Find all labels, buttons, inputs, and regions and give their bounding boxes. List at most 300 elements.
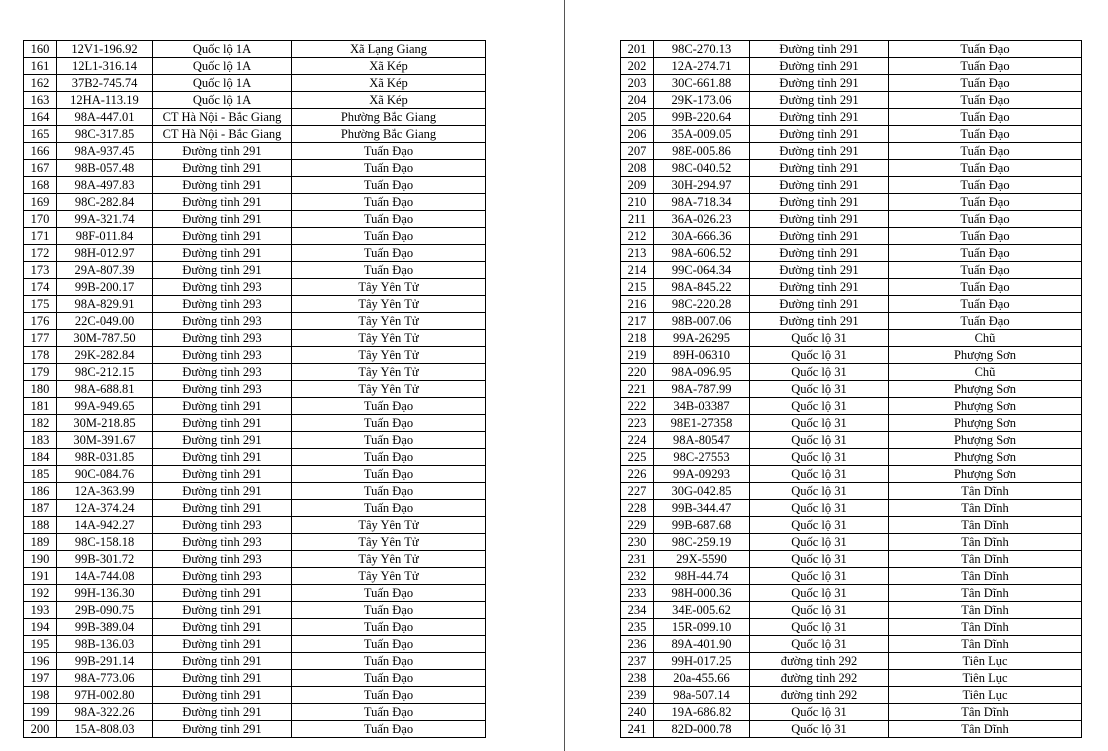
license-plate-cell: 19A-686.82 xyxy=(654,704,750,721)
location-cell: Tuấn Đạo xyxy=(292,653,486,670)
license-plate-cell: 99A-949.65 xyxy=(57,398,153,415)
row-number-cell: 178 xyxy=(24,347,57,364)
row-number-cell: 203 xyxy=(621,75,654,92)
location-cell: Tuấn Đạo xyxy=(292,670,486,687)
location-cell: Tây Yên Tử xyxy=(292,517,486,534)
location-cell: Tuấn Đạo xyxy=(292,619,486,636)
road-cell: Đường tỉnh 291 xyxy=(153,602,292,619)
location-cell: Tuấn Đạo xyxy=(889,279,1082,296)
table-row xyxy=(24,211,486,228)
row-number-cell: 215 xyxy=(621,279,654,296)
road-cell: Quốc lộ 1A xyxy=(153,41,292,58)
license-plate-cell: 12A-274.71 xyxy=(654,58,750,75)
road-cell: Quốc lộ 31 xyxy=(750,636,889,653)
road-cell: Đường tỉnh 291 xyxy=(750,160,889,177)
road-cell: đường tỉnh 292 xyxy=(750,653,889,670)
table-row xyxy=(24,653,486,670)
license-plate-cell: 29K-173.06 xyxy=(654,92,750,109)
row-number-cell: 204 xyxy=(621,92,654,109)
row-number-cell: 206 xyxy=(621,126,654,143)
table-row xyxy=(621,704,1082,721)
table-row xyxy=(24,381,486,398)
location-cell: Tân Dĩnh xyxy=(889,636,1082,653)
license-plate-cell: 98A-447.01 xyxy=(57,109,153,126)
road-cell: CT Hà Nội - Bắc Giang xyxy=(153,109,292,126)
row-number-cell: 214 xyxy=(621,262,654,279)
location-cell: Tây Yên Tử xyxy=(292,364,486,381)
table-row xyxy=(621,721,1082,738)
location-cell: Tây Yên Tử xyxy=(292,381,486,398)
license-plate-cell: 30C-661.88 xyxy=(654,75,750,92)
location-cell: Phượng Sơn xyxy=(889,381,1082,398)
location-cell: Tân Dĩnh xyxy=(889,551,1082,568)
license-plate-cell: 99B-220.64 xyxy=(654,109,750,126)
license-plate-cell: 99B-687.68 xyxy=(654,517,750,534)
road-cell: Quốc lộ 1A xyxy=(153,92,292,109)
table-row xyxy=(24,228,486,245)
table-row xyxy=(24,619,486,636)
row-number-cell: 187 xyxy=(24,500,57,517)
row-number-cell: 167 xyxy=(24,160,57,177)
table-row xyxy=(24,704,486,721)
road-cell: Quốc lộ 31 xyxy=(750,585,889,602)
row-number-cell: 239 xyxy=(621,687,654,704)
row-number-cell: 188 xyxy=(24,517,57,534)
location-cell: Tuấn Đạo xyxy=(292,500,486,517)
location-cell: Tuấn Đạo xyxy=(889,228,1082,245)
location-cell: Tuấn Đạo xyxy=(292,483,486,500)
road-cell: Đường tỉnh 291 xyxy=(153,211,292,228)
license-plate-cell: 99B-301.72 xyxy=(57,551,153,568)
location-cell: Tuấn Đạo xyxy=(889,143,1082,160)
table-row xyxy=(24,585,486,602)
table-row xyxy=(621,619,1082,636)
road-cell: Đường tỉnh 291 xyxy=(750,228,889,245)
location-cell: Tuấn Đạo xyxy=(889,313,1082,330)
table-row xyxy=(24,432,486,449)
license-plate-cell: 98A-773.06 xyxy=(57,670,153,687)
table-row xyxy=(24,636,486,653)
location-cell: Tây Yên Tử xyxy=(292,279,486,296)
license-plate-cell: 98A-718.34 xyxy=(654,194,750,211)
road-cell: Đường tỉnh 291 xyxy=(153,670,292,687)
license-plate-cell: 98C-270.13 xyxy=(654,41,750,58)
license-plate-cell: 29A-807.39 xyxy=(57,262,153,279)
location-cell: Phượng Sơn xyxy=(889,466,1082,483)
license-plate-cell: 98R-031.85 xyxy=(57,449,153,466)
road-cell: Đường tỉnh 291 xyxy=(750,177,889,194)
road-cell: Đường tỉnh 291 xyxy=(750,109,889,126)
table-row xyxy=(24,670,486,687)
table-row xyxy=(621,160,1082,177)
row-number-cell: 177 xyxy=(24,330,57,347)
table-row xyxy=(24,58,486,75)
license-plate-cell: 98A-096.95 xyxy=(654,364,750,381)
license-plate-cell: 98C-317.85 xyxy=(57,126,153,143)
license-plate-cell: 90C-084.76 xyxy=(57,466,153,483)
row-number-cell: 229 xyxy=(621,517,654,534)
road-cell: Đường tỉnh 293 xyxy=(153,534,292,551)
table-row xyxy=(621,551,1082,568)
table-row xyxy=(24,415,486,432)
road-cell: Đường tỉnh 291 xyxy=(153,500,292,517)
license-plate-cell: 99H-017.25 xyxy=(654,653,750,670)
table-row xyxy=(24,551,486,568)
row-number-cell: 226 xyxy=(621,466,654,483)
table-row xyxy=(24,194,486,211)
table-row xyxy=(24,568,486,585)
row-number-cell: 161 xyxy=(24,58,57,75)
row-number-cell: 216 xyxy=(621,296,654,313)
table-row xyxy=(621,466,1082,483)
table-row xyxy=(621,92,1082,109)
license-plate-cell: 98A-845.22 xyxy=(654,279,750,296)
table-row xyxy=(24,500,486,517)
license-plate-cell: 35A-009.05 xyxy=(654,126,750,143)
location-cell: Tiên Lục xyxy=(889,670,1082,687)
row-number-cell: 163 xyxy=(24,92,57,109)
road-cell: Quốc lộ 31 xyxy=(750,364,889,381)
road-cell: Quốc lộ 31 xyxy=(750,449,889,466)
road-cell: Quốc lộ 31 xyxy=(750,721,889,738)
row-number-cell: 175 xyxy=(24,296,57,313)
table-row xyxy=(621,313,1082,330)
row-number-cell: 170 xyxy=(24,211,57,228)
license-plate-cell: 30G-042.85 xyxy=(654,483,750,500)
license-plate-cell: 98B-007.06 xyxy=(654,313,750,330)
table-row xyxy=(24,534,486,551)
road-cell: Đường tỉnh 291 xyxy=(153,483,292,500)
table-row xyxy=(24,245,486,262)
table-row xyxy=(24,313,486,330)
license-plate-cell: 20a-455.66 xyxy=(654,670,750,687)
license-plate-cell: 34B-03387 xyxy=(654,398,750,415)
road-cell: CT Hà Nội - Bắc Giang xyxy=(153,126,292,143)
location-cell: Tây Yên Tử xyxy=(292,313,486,330)
location-cell: Tuấn Đạo xyxy=(889,109,1082,126)
road-cell: Đường tỉnh 291 xyxy=(153,228,292,245)
row-number-cell: 172 xyxy=(24,245,57,262)
location-cell: Tuấn Đạo xyxy=(292,228,486,245)
road-cell: Đường tỉnh 291 xyxy=(750,296,889,313)
row-number-cell: 241 xyxy=(621,721,654,738)
row-number-cell: 218 xyxy=(621,330,654,347)
location-cell: Tuấn Đạo xyxy=(889,211,1082,228)
row-number-cell: 212 xyxy=(621,228,654,245)
road-cell: Quốc lộ 31 xyxy=(750,398,889,415)
license-plate-cell: 99B-389.04 xyxy=(57,619,153,636)
road-cell: Quốc lộ 31 xyxy=(750,381,889,398)
road-cell: Quốc lộ 1A xyxy=(153,58,292,75)
road-cell: Đường tỉnh 291 xyxy=(153,585,292,602)
location-cell: Tuấn Đạo xyxy=(292,143,486,160)
table-row xyxy=(621,653,1082,670)
license-plate-cell: 98A-787.99 xyxy=(654,381,750,398)
road-cell: Quốc lộ 1A xyxy=(153,75,292,92)
location-cell: Tuấn Đạo xyxy=(889,126,1082,143)
road-cell: Quốc lộ 31 xyxy=(750,551,889,568)
row-number-cell: 182 xyxy=(24,415,57,432)
location-cell: Tuấn Đạo xyxy=(889,41,1082,58)
table-row xyxy=(621,211,1082,228)
row-number-cell: 235 xyxy=(621,619,654,636)
location-cell: Tuấn Đạo xyxy=(292,704,486,721)
table-row xyxy=(24,721,486,738)
table-row xyxy=(24,296,486,313)
location-cell: Tân Dĩnh xyxy=(889,602,1082,619)
road-cell: Đường tỉnh 293 xyxy=(153,517,292,534)
license-plate-cell: 98A-937.45 xyxy=(57,143,153,160)
license-plate-cell: 98F-011.84 xyxy=(57,228,153,245)
row-number-cell: 201 xyxy=(621,41,654,58)
road-cell: Đường tỉnh 293 xyxy=(153,568,292,585)
road-cell: Đường tỉnh 293 xyxy=(153,313,292,330)
table-row xyxy=(621,364,1082,381)
table-row xyxy=(621,449,1082,466)
road-cell: đường tỉnh 292 xyxy=(750,670,889,687)
row-number-cell: 227 xyxy=(621,483,654,500)
road-cell: Quốc lộ 31 xyxy=(750,483,889,500)
location-cell: Tuấn Đạo xyxy=(292,398,486,415)
table-row xyxy=(621,262,1082,279)
row-number-cell: 193 xyxy=(24,602,57,619)
license-plate-cell: 29X-5590 xyxy=(654,551,750,568)
license-plate-cell: 99H-136.30 xyxy=(57,585,153,602)
license-plate-cell: 99C-064.34 xyxy=(654,262,750,279)
table-row xyxy=(621,483,1082,500)
location-cell: Tuấn Đạo xyxy=(292,585,486,602)
road-cell: Đường tỉnh 291 xyxy=(153,262,292,279)
row-number-cell: 198 xyxy=(24,687,57,704)
row-number-cell: 174 xyxy=(24,279,57,296)
table-row xyxy=(24,109,486,126)
row-number-cell: 231 xyxy=(621,551,654,568)
row-number-cell: 208 xyxy=(621,160,654,177)
row-number-cell: 180 xyxy=(24,381,57,398)
table-row xyxy=(24,262,486,279)
road-cell: Đường tỉnh 291 xyxy=(153,721,292,738)
table-row xyxy=(24,160,486,177)
table-row xyxy=(24,398,486,415)
road-cell: Đường tỉnh 291 xyxy=(750,211,889,228)
license-plate-cell: 99A-09293 xyxy=(654,466,750,483)
violations-table-left xyxy=(23,40,486,738)
table-row xyxy=(621,670,1082,687)
table-row xyxy=(621,143,1082,160)
table-row xyxy=(621,58,1082,75)
road-cell: Đường tỉnh 291 xyxy=(750,58,889,75)
row-number-cell: 195 xyxy=(24,636,57,653)
row-number-cell: 240 xyxy=(621,704,654,721)
location-cell: Xã Kép xyxy=(292,75,486,92)
table-row xyxy=(24,126,486,143)
location-cell: Tân Dĩnh xyxy=(889,704,1082,721)
row-number-cell: 221 xyxy=(621,381,654,398)
location-cell: Tuấn Đạo xyxy=(292,415,486,432)
location-cell: Tuấn Đạo xyxy=(889,177,1082,194)
location-cell: Tây Yên Tử xyxy=(292,551,486,568)
road-cell: Đường tỉnh 291 xyxy=(153,194,292,211)
license-plate-cell: 98A-80547 xyxy=(654,432,750,449)
road-cell: Đường tỉnh 291 xyxy=(153,653,292,670)
license-plate-cell: 30M-218.85 xyxy=(57,415,153,432)
license-plate-cell: 98B-136.03 xyxy=(57,636,153,653)
table-row xyxy=(621,636,1082,653)
table-row xyxy=(621,398,1082,415)
license-plate-cell: 98A-688.81 xyxy=(57,381,153,398)
road-cell: Đường tỉnh 291 xyxy=(750,262,889,279)
row-number-cell: 179 xyxy=(24,364,57,381)
table-row xyxy=(621,500,1082,517)
row-number-cell: 222 xyxy=(621,398,654,415)
location-cell: Tuấn Đạo xyxy=(889,160,1082,177)
road-cell: Đường tỉnh 291 xyxy=(153,449,292,466)
location-cell: Tân Dĩnh xyxy=(889,568,1082,585)
row-number-cell: 189 xyxy=(24,534,57,551)
table-row xyxy=(24,75,486,92)
table-row xyxy=(621,194,1082,211)
table-row xyxy=(24,41,486,58)
table-row xyxy=(24,330,486,347)
road-cell: Đường tỉnh 291 xyxy=(153,177,292,194)
row-number-cell: 232 xyxy=(621,568,654,585)
road-cell: Đường tỉnh 291 xyxy=(750,92,889,109)
road-cell: Đường tỉnh 293 xyxy=(153,330,292,347)
row-number-cell: 165 xyxy=(24,126,57,143)
table-row xyxy=(621,585,1082,602)
road-cell: Đường tỉnh 293 xyxy=(153,296,292,313)
location-cell: Tiên Lục xyxy=(889,653,1082,670)
location-cell: Tân Dĩnh xyxy=(889,585,1082,602)
license-plate-cell: 98H-44.74 xyxy=(654,568,750,585)
license-plate-cell: 12L1-316.14 xyxy=(57,58,153,75)
location-cell: Tân Dĩnh xyxy=(889,619,1082,636)
location-cell: Tuấn Đạo xyxy=(292,432,486,449)
license-plate-cell: 99B-200.17 xyxy=(57,279,153,296)
table-row xyxy=(621,228,1082,245)
location-cell: Tuấn Đạo xyxy=(292,211,486,228)
location-cell: Tiên Lục xyxy=(889,687,1082,704)
license-plate-cell: 14A-942.27 xyxy=(57,517,153,534)
table-row xyxy=(621,347,1082,364)
location-cell: Phượng Sơn xyxy=(889,415,1082,432)
license-plate-cell: 37B2-745.74 xyxy=(57,75,153,92)
license-plate-cell: 98A-322.26 xyxy=(57,704,153,721)
license-plate-cell: 98C-259.19 xyxy=(654,534,750,551)
license-plate-cell: 98C-040.52 xyxy=(654,160,750,177)
row-number-cell: 205 xyxy=(621,109,654,126)
row-number-cell: 217 xyxy=(621,313,654,330)
license-plate-cell: 98H-012.97 xyxy=(57,245,153,262)
license-plate-cell: 99B-291.14 xyxy=(57,653,153,670)
road-cell: Đường tỉnh 291 xyxy=(153,704,292,721)
row-number-cell: 220 xyxy=(621,364,654,381)
license-plate-cell: 98C-158.18 xyxy=(57,534,153,551)
table-row xyxy=(621,279,1082,296)
location-cell: Tây Yên Tử xyxy=(292,534,486,551)
road-cell: Quốc lộ 31 xyxy=(750,466,889,483)
road-cell: Quốc lộ 31 xyxy=(750,517,889,534)
row-number-cell: 228 xyxy=(621,500,654,517)
road-cell: Đường tỉnh 293 xyxy=(153,279,292,296)
license-plate-cell: 99A-321.74 xyxy=(57,211,153,228)
road-cell: Quốc lộ 31 xyxy=(750,568,889,585)
road-cell: Quốc lộ 31 xyxy=(750,415,889,432)
table-row xyxy=(24,687,486,704)
license-plate-cell: 12A-363.99 xyxy=(57,483,153,500)
row-number-cell: 197 xyxy=(24,670,57,687)
license-plate-cell: 98B-057.48 xyxy=(57,160,153,177)
location-cell: Tuấn Đạo xyxy=(292,449,486,466)
license-plate-cell: 15A-808.03 xyxy=(57,721,153,738)
license-plate-cell: 98C-212.15 xyxy=(57,364,153,381)
road-cell: Quốc lộ 31 xyxy=(750,432,889,449)
location-cell: Chũ xyxy=(889,330,1082,347)
row-number-cell: 164 xyxy=(24,109,57,126)
table-row xyxy=(24,347,486,364)
row-number-cell: 211 xyxy=(621,211,654,228)
location-cell: Chũ xyxy=(889,364,1082,381)
row-number-cell: 224 xyxy=(621,432,654,449)
row-number-cell: 184 xyxy=(24,449,57,466)
row-number-cell: 234 xyxy=(621,602,654,619)
table-row xyxy=(24,466,486,483)
road-cell: Đường tỉnh 291 xyxy=(153,398,292,415)
row-number-cell: 166 xyxy=(24,143,57,160)
road-cell: Đường tỉnh 291 xyxy=(153,160,292,177)
road-cell: Đường tỉnh 293 xyxy=(153,551,292,568)
location-cell: Tây Yên Tử xyxy=(292,568,486,585)
location-cell: Tuấn Đạo xyxy=(292,262,486,279)
table-row xyxy=(621,177,1082,194)
row-number-cell: 225 xyxy=(621,449,654,466)
location-cell: Tuấn Đạo xyxy=(292,194,486,211)
location-cell: Xã Kép xyxy=(292,58,486,75)
row-number-cell: 213 xyxy=(621,245,654,262)
license-plate-cell: 98C-27553 xyxy=(654,449,750,466)
license-plate-cell: 98H-000.36 xyxy=(654,585,750,602)
row-number-cell: 209 xyxy=(621,177,654,194)
license-plate-cell: 30M-787.50 xyxy=(57,330,153,347)
location-cell: Tuấn Đạo xyxy=(889,75,1082,92)
location-cell: Tân Dĩnh xyxy=(889,721,1082,738)
license-plate-cell: 99B-344.47 xyxy=(654,500,750,517)
road-cell: đường tỉnh 292 xyxy=(750,687,889,704)
table-row xyxy=(24,364,486,381)
location-cell: Tuấn Đạo xyxy=(889,194,1082,211)
row-number-cell: 190 xyxy=(24,551,57,568)
location-cell: Phượng Sơn xyxy=(889,449,1082,466)
license-plate-cell: 34E-005.62 xyxy=(654,602,750,619)
road-cell: Đường tỉnh 291 xyxy=(750,279,889,296)
road-cell: Quốc lộ 31 xyxy=(750,602,889,619)
row-number-cell: 237 xyxy=(621,653,654,670)
table-row xyxy=(621,245,1082,262)
location-cell: Phượng Sơn xyxy=(889,432,1082,449)
location-cell: Tân Dĩnh xyxy=(889,483,1082,500)
row-number-cell: 236 xyxy=(621,636,654,653)
table-row xyxy=(24,177,486,194)
location-cell: Tuấn Đạo xyxy=(292,636,486,653)
road-cell: Đường tỉnh 293 xyxy=(153,347,292,364)
row-number-cell: 230 xyxy=(621,534,654,551)
license-plate-cell: 29B-090.75 xyxy=(57,602,153,619)
road-cell: Đường tỉnh 291 xyxy=(153,466,292,483)
table-row xyxy=(621,330,1082,347)
row-number-cell: 194 xyxy=(24,619,57,636)
license-plate-cell: 30H-294.97 xyxy=(654,177,750,194)
row-number-cell: 207 xyxy=(621,143,654,160)
